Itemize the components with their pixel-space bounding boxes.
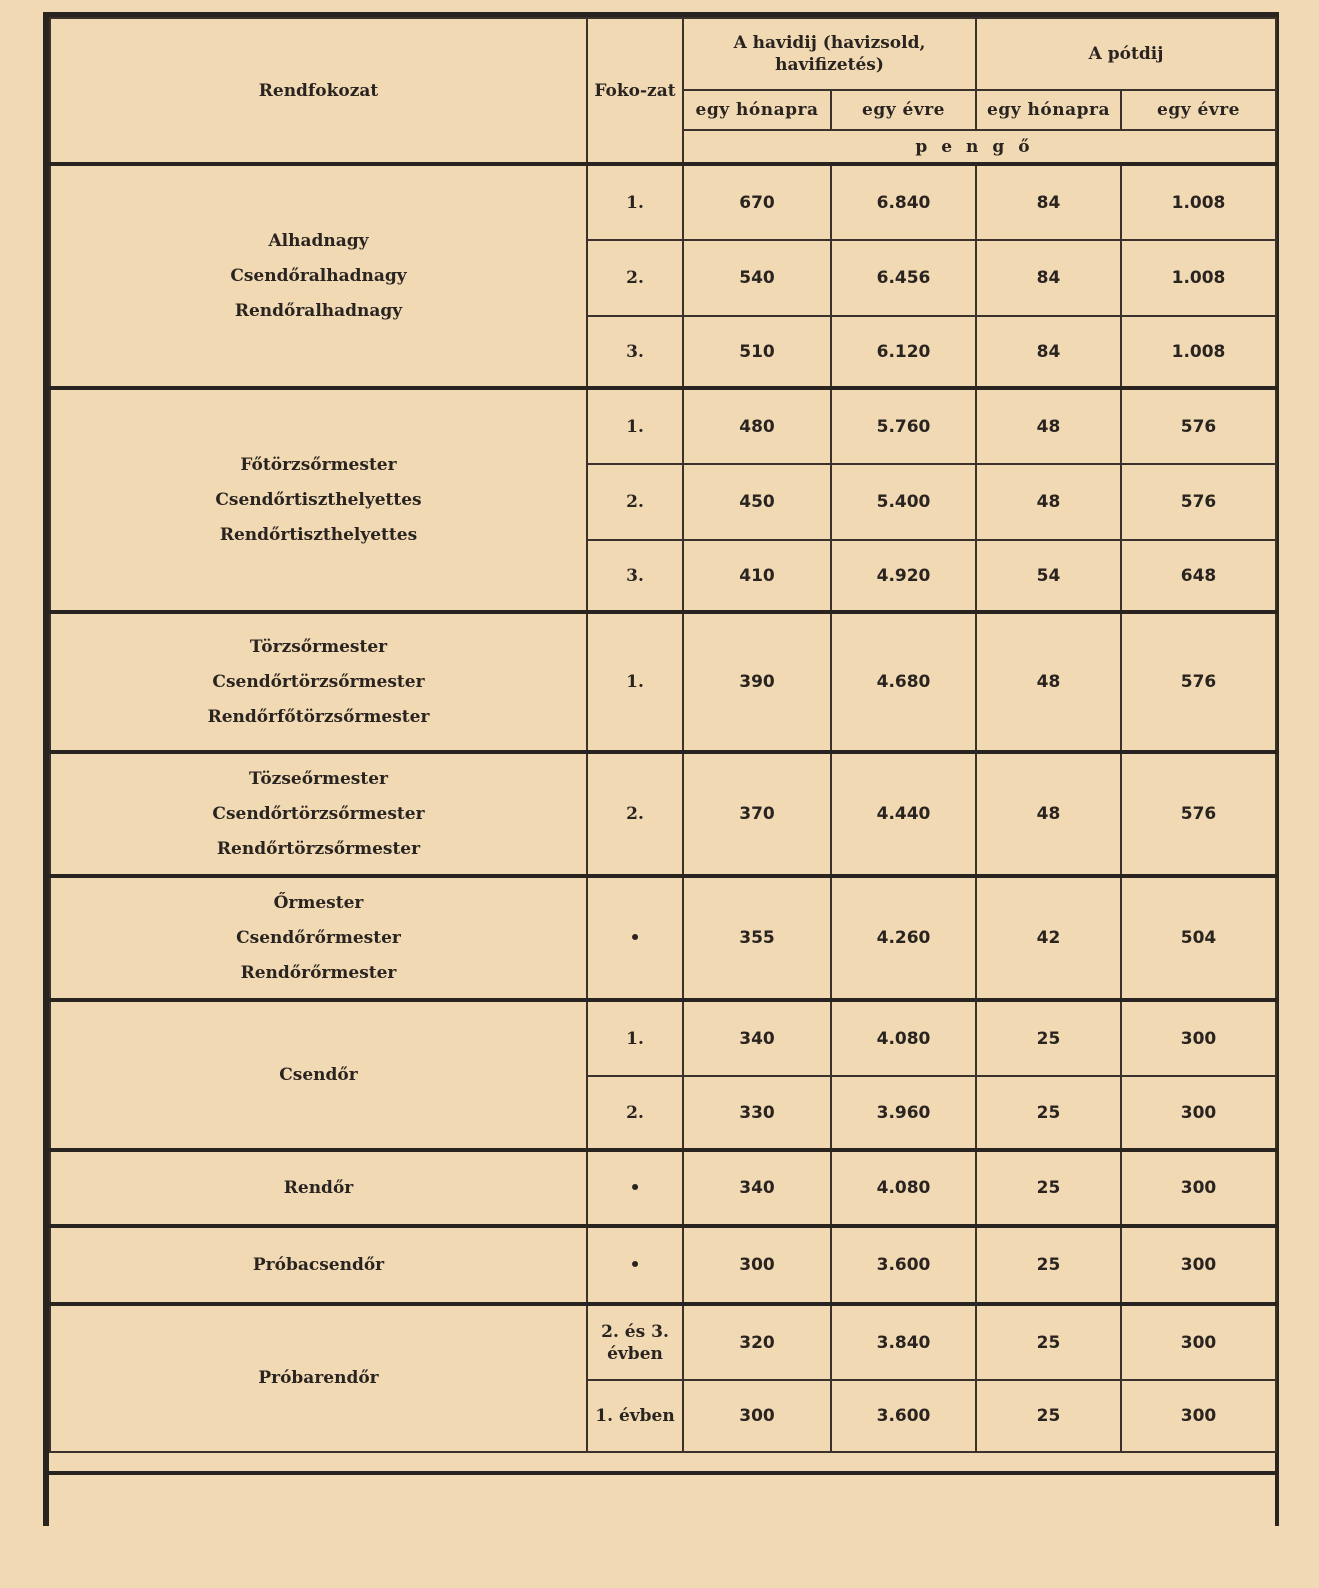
potdij-month-cell: 25 [976, 1304, 1121, 1380]
havidij-month-cell: 510 [683, 316, 831, 388]
rank-name: Rendőrőrmester [240, 962, 397, 983]
header-potdij-year: egy évre [1121, 90, 1276, 130]
havidij-month-cell: 355 [683, 876, 831, 1000]
havidij-month-cell: 340 [683, 1000, 831, 1076]
header-unit: pengő [683, 130, 1276, 164]
potdij-month-cell: 48 [976, 464, 1121, 540]
table-row [50, 1150, 1276, 1226]
havidij-year-cell: 4.260 [831, 876, 976, 1000]
potdij-month-cell: 48 [976, 612, 1121, 752]
rank-name: Csendőrtörzsőrmester [212, 671, 425, 692]
rank-name: Tözseőrmester [248, 768, 389, 789]
rank-name: Rendőrfőtörzsőrmester [207, 706, 430, 727]
grade-cell: 1. [587, 612, 683, 752]
havidij-year-cell: 3.600 [831, 1226, 976, 1304]
grade-cell: • [587, 876, 683, 1000]
havidij-year-cell: 5.760 [831, 388, 976, 464]
grade-cell: 3. [587, 540, 683, 612]
grade-cell: 1. [587, 388, 683, 464]
rank-names [50, 164, 587, 388]
table-row [50, 752, 1276, 876]
rank-names [50, 388, 587, 612]
rank-names [50, 1000, 587, 1150]
grade-cell: 1. évben [587, 1380, 683, 1452]
pay-table [49, 17, 1277, 1453]
potdij-month-cell: 25 [976, 1000, 1121, 1076]
rank-name: Őrmester [273, 892, 364, 913]
potdij-year-cell: 504 [1121, 876, 1276, 1000]
potdij-year-cell: 300 [1121, 1000, 1276, 1076]
rank-name: Próbarendőr [258, 1368, 379, 1388]
bottom-rule [49, 1471, 1275, 1475]
potdij-year-cell: 648 [1121, 540, 1276, 612]
potdij-month-cell: 84 [976, 240, 1121, 316]
rank-names [50, 876, 587, 1000]
rank-name: Alhadnagy [268, 230, 369, 251]
potdij-year-cell: 1.008 [1121, 316, 1276, 388]
grade-cell: 2. [587, 464, 683, 540]
potdij-year-cell: 1.008 [1121, 164, 1276, 240]
havidij-month-cell: 340 [683, 1150, 831, 1226]
header-havidij-year: egy évre [831, 90, 976, 130]
potdij-month-cell: 25 [976, 1076, 1121, 1150]
potdij-year-cell: 1.008 [1121, 240, 1276, 316]
table-row [50, 612, 1276, 752]
table-row [50, 1226, 1276, 1304]
havidij-year-cell: 4.680 [831, 612, 976, 752]
rank-name: Csendőr [279, 1064, 358, 1085]
potdij-month-cell: 54 [976, 540, 1121, 612]
havidij-month-cell: 330 [683, 1076, 831, 1150]
rank-names [50, 1304, 587, 1452]
potdij-month-cell: 25 [976, 1380, 1121, 1452]
rank-name: Törzsőrmester [249, 636, 388, 657]
rank-names [50, 612, 587, 752]
potdij-month-cell: 25 [976, 1226, 1121, 1304]
potdij-month-cell: 42 [976, 876, 1121, 1000]
grade-cell: 1. [587, 164, 683, 240]
grade-cell: 1. [587, 1000, 683, 1076]
potdij-year-cell: 300 [1121, 1380, 1276, 1452]
table-row [50, 1304, 1276, 1380]
havidij-month-cell: 410 [683, 540, 831, 612]
grade-cell: • [587, 1226, 683, 1304]
havidij-month-cell: 300 [683, 1226, 831, 1304]
rank-name: Csendőrőrmester [236, 927, 401, 948]
havidij-month-cell: 670 [683, 164, 831, 240]
havidij-year-cell: 3.960 [831, 1076, 976, 1150]
rank-names [50, 1226, 587, 1304]
havidij-year-cell: 4.440 [831, 752, 976, 876]
rank-names [50, 1150, 587, 1226]
potdij-month-cell: 25 [976, 1150, 1121, 1226]
table-row [50, 1000, 1276, 1076]
rank-name: Rendőralhadnagy [234, 300, 403, 321]
potdij-year-cell: 300 [1121, 1076, 1276, 1150]
grade-cell: 2. [587, 1076, 683, 1150]
rank-name: Csendőrtiszthelyettes [215, 489, 422, 510]
potdij-year-cell: 300 [1121, 1150, 1276, 1226]
rank-names [50, 752, 587, 876]
havidij-month-cell: 320 [683, 1304, 831, 1380]
grade-cell: 2. és 3. évben [587, 1304, 683, 1380]
rank-name: Rendőrtörzsőrmester [216, 838, 421, 859]
table-row [50, 164, 1276, 240]
potdij-year-cell: 576 [1121, 752, 1276, 876]
grade-cell: • [587, 1150, 683, 1226]
header-grade: Foko-zat [587, 18, 683, 164]
grade-cell: 2. [587, 752, 683, 876]
havidij-month-cell: 540 [683, 240, 831, 316]
rank-name: Rendőr [283, 1177, 354, 1198]
havidij-year-cell: 3.840 [831, 1304, 976, 1380]
havidij-month-cell: 480 [683, 388, 831, 464]
rank-name: Próbacsendőr [252, 1254, 385, 1275]
havidij-year-cell: 5.400 [831, 464, 976, 540]
potdij-year-cell: 300 [1121, 1226, 1276, 1304]
rank-name: Csendőralhadnagy [230, 265, 407, 286]
rank-name: Csendőrtörzsőrmester [212, 803, 425, 824]
rank-name: Rendőrtiszthelyettes [219, 524, 418, 545]
grade-cell: 2. [587, 240, 683, 316]
havidij-month-cell: 370 [683, 752, 831, 876]
pay-table-body [50, 164, 1276, 1452]
rank-name: Főtörzsőrmester [240, 454, 397, 475]
potdij-month-cell: 84 [976, 316, 1121, 388]
havidij-year-cell: 4.080 [831, 1150, 976, 1226]
potdij-month-cell: 84 [976, 164, 1121, 240]
havidij-year-cell: 6.456 [831, 240, 976, 316]
header-potdij-month: egy hónapra [976, 90, 1121, 130]
potdij-month-cell: 48 [976, 388, 1121, 464]
havidij-year-cell: 4.920 [831, 540, 976, 612]
header-potdij: A pótdij [976, 18, 1276, 90]
havidij-year-cell: 6.120 [831, 316, 976, 388]
potdij-year-cell: 576 [1121, 612, 1276, 752]
havidij-year-cell: 6.840 [831, 164, 976, 240]
havidij-month-cell: 300 [683, 1380, 831, 1452]
potdij-year-cell: 576 [1121, 388, 1276, 464]
header-havidij-month: egy hónapra [683, 90, 831, 130]
potdij-year-cell: 576 [1121, 464, 1276, 540]
grade-cell: 3. [587, 316, 683, 388]
havidij-month-cell: 450 [683, 464, 831, 540]
potdij-year-cell: 300 [1121, 1304, 1276, 1380]
havidij-year-cell: 3.600 [831, 1380, 976, 1452]
havidij-year-cell: 4.080 [831, 1000, 976, 1076]
table-frame [43, 12, 1279, 1526]
table-row [50, 876, 1276, 1000]
potdij-month-cell: 48 [976, 752, 1121, 876]
havidij-month-cell: 390 [683, 612, 831, 752]
header-rank: Rendfokozat [50, 18, 587, 164]
table-row [50, 388, 1276, 464]
header-havidij: A havidij (havizsold, havifizetés) [683, 18, 976, 90]
